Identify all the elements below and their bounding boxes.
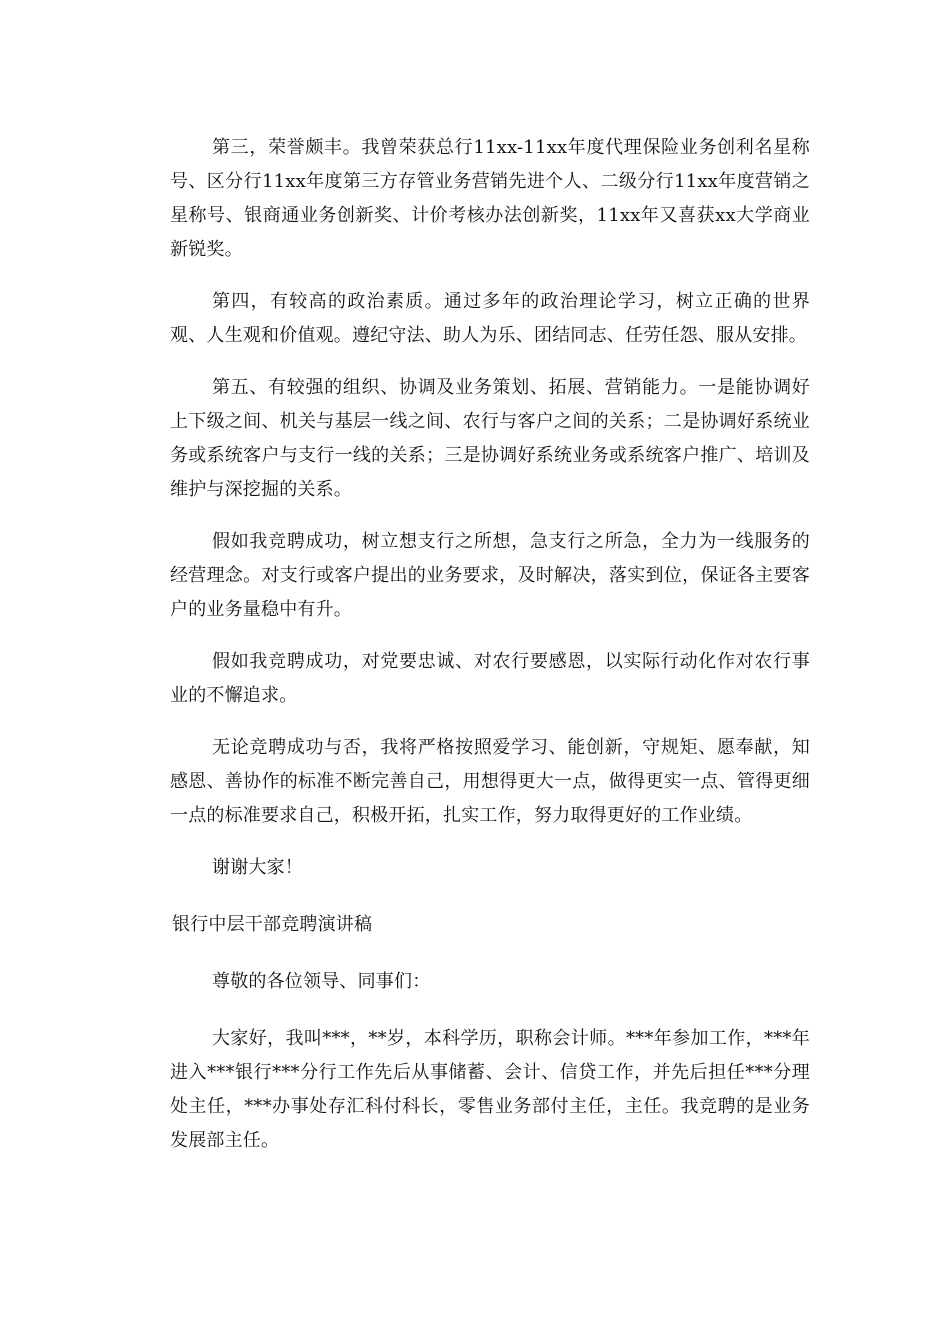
paragraph-if-successful-loyalty: 假如我竞聘成功，对党要忠诚、对农行要感恩，以实际行动化作对农行事业的不懈追求。 <box>170 651 810 706</box>
paragraph-thanks: 谢谢大家！ <box>212 857 303 878</box>
paragraph-political-quality: 第四，有较高的政治素质。通过多年的政治理论学习，树立正确的世界观、人生观和价值观。遵纪守法、助人为乐、团结同志、任劳任怨、服从安排。 <box>170 291 810 346</box>
paragraph-regardless-outcome: 无论竞聘成功与否，我将严格按照爱学习、能创新，守规矩、愿奉献，知感恩、善协作的标准不断完善自己，用想得更大一点，做得更实一点、管得更细一点的标准要求自己，积极开拓，扎实工作，努力取得更好的工作业绩。 <box>170 737 810 826</box>
paragraph-if-successful-service: 假如我竞聘成功，树立想支行之所想，急支行之所急，全力为一线服务的经营理念。对支行或客户提出的业务要求，及时解决，落实到位，保证各主要客户的业务量稳中有升。 <box>170 531 810 620</box>
salutation: 尊敬的各位领导、同事们： <box>212 971 431 992</box>
section-title: 银行中层干部竞聘演讲稿 <box>172 914 373 935</box>
paragraph-self-introduction: 大家好，我叫***，**岁，本科学历，职称会计师。***年参加工作，***年进入***银行***分行工作先后从事储蓄、会计、信贷工作，并先后担任***分理处主任，***办事处存汇科付科长，零售业务部付主任，主任。我竞聘的是业务发展部主任。 <box>170 1028 810 1151</box>
paragraph-organization-ability: 第五、有较强的组织、协调及业务策划、拓展、营销能力。一是能协调好上下级之间、机关与基层一线之间、农行与客户之间的关系；二是协调好系统业务或系统客户与支行一线的关系；三是协调好系统业务或系统客户推广、培训及维护与深挖掘的关系。 <box>170 377 810 500</box>
paragraph-honors: 第三，荣誉颇丰。我曾荣获总行11xx-11xx年度代理保险业务创利名星称号、区分行11xx年度第三方存管业务营销先进个人、二级分行11xx年度营销之星称号、银商通业务创新奖、计价考核办法创新奖，11xx年又喜获xx大学商业新锐奖。 <box>170 137 810 260</box>
